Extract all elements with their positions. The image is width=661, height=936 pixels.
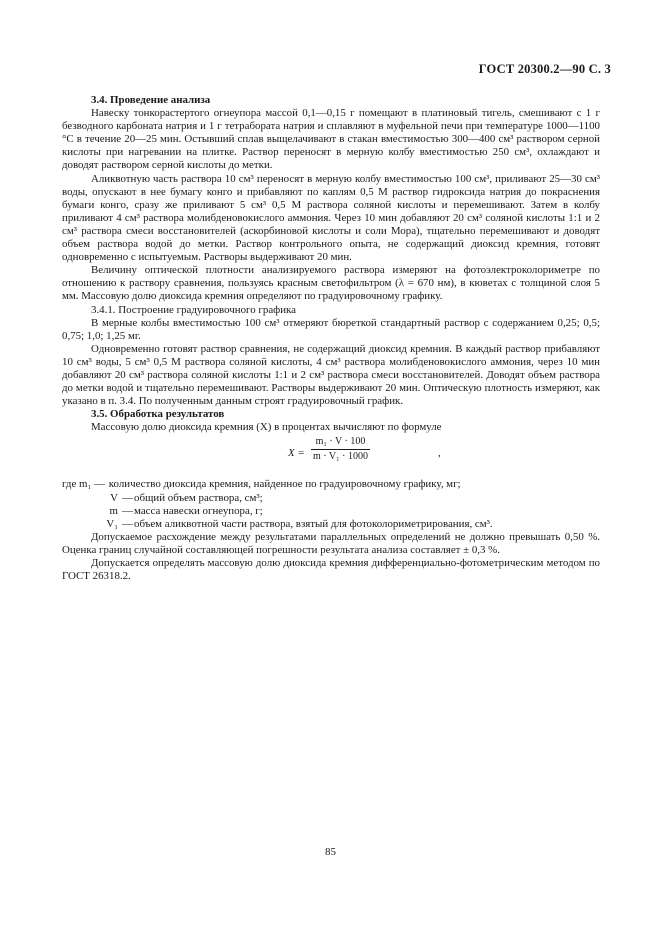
section-heading-3-5: 3.5. Обработка результатов	[91, 408, 225, 421]
paragraph: Допускаемое расхождение между результатами параллельных определений не должно превышать 0,50 %. Оценка границ случайной составляющей погрешности результата анализа составляет ± 0,3 %.	[62, 530, 600, 556]
legend-symbol: V	[110, 491, 118, 504]
formula-trail: ,	[438, 447, 441, 460]
paragraph: Допускается определять массовую долю диоксида кремния дифференциально-фотометрическим методом по ГОСТ 26318.2.	[62, 557, 600, 583]
page-header: ГОСТ 20300.2—90 С. 3	[478, 62, 611, 76]
legend-dash: —	[122, 517, 133, 530]
legend-row	[62, 505, 600, 518]
paragraph: Величину оптической плотности анализируемого раствора измеряют на фотоэлектроколориметре по отношению к раствору сравнения, пользуясь красным светофильтром (λ = 670 нм), в кюветах с толщиной слоя 5 мм. Массовую долю диоксида кремния определяют по градуировочному графику.	[62, 264, 600, 303]
formula-lhs: X =	[288, 447, 305, 460]
legend-dash: —	[122, 491, 133, 504]
legend-description: объем аликвотной части раствора, взятый для фотоколориметрирования, см³.	[134, 517, 493, 530]
legend-intro: где	[62, 478, 77, 491]
formula-denominator: m · V₁ · 1000	[313, 451, 368, 463]
legend-description: количество диоксида кремния, найденное по градуировочному графику, мг;	[108, 478, 461, 491]
legend-symbol: m	[109, 504, 118, 517]
section-heading-3-4: 3.4. Проведение анализа	[91, 94, 211, 106]
formula	[62, 436, 600, 474]
formula-legend	[62, 478, 600, 530]
legend-symbol: m₁	[79, 478, 92, 491]
legend-symbol: V₁	[106, 517, 118, 530]
section-heading-3-4-1: 3.4.1. Построение градуировочного графика	[91, 303, 296, 316]
legend-row	[62, 478, 600, 491]
paragraph: Аликвотную часть раствора 10 см³ переносят в мерную колбу вместимостью 100 см³, приливают 25—30 см³ воды, опускают в нее бумагу конго и прибавляют по каплям 0,5 М раствор гидроксида натрия до покраснения бумаги конго, сразу же приливают 5 см³ 0,5 М раствора соляной кислоты и перемешивают. Затем в колбу приливают 4 см³ раствора молибденовокислого аммония. Через 10 мин добавляют 20 см³ соляной кислоты 1:1 и 2 см³ раствора смеси восстановителей (аскорбиновой кислоты и соли Мора), тщательно перемешивают и доводят объем раствора водой до метки. Раствор контрольного опыта, не содержащий диоксид кремния, готовят одновременно с испытуемым. Растворы выдерживают 20 мин.	[62, 172, 600, 264]
legend-row	[62, 492, 600, 505]
legend-description: общий объем раствора, см³;	[134, 491, 263, 504]
document-body	[62, 94, 600, 583]
fraction-bar	[311, 449, 370, 450]
formula-fraction	[311, 436, 370, 463]
legend-dash: —	[94, 478, 105, 491]
legend-description: масса навески огнеупора, г;	[134, 504, 263, 517]
page-number: 85	[325, 846, 336, 858]
paragraph: Навеску тонкорастертого огнеупора массой 0,1—0,15 г помещают в платиновый тигель, смешивают с 1 г безводного карбоната натрия и 1 г тетрабората натрия и сплавляют в муфельной печи при температуре 1000—1100 °С в течение 20—25 мин. Остывший сплав выщелачивают в стакан вместимостью 300—400 см³ раствором серной кислоты при нагревании на плитке. Раствор переносят в мерную колбу вместимостью 250 см³, охлаждают и доводят раствором серной кислоты до метки.	[62, 107, 600, 172]
legend-dash: —	[122, 504, 133, 517]
paragraph: Одновременно готовят раствор сравнения, не содержащий диоксид кремния. В каждый раствор прибавляют 10 см³ воды, 5 см³ 0,5 М раствора соляной кислоты, 4 см³ раствора молибденовокислого аммония, через 10 мин добавляют 20 см³ раствора соляной кислоты 1:1 и 2 см³ раствора смеси восстановителей. Доводят объем раствора до метки водой и тщательно перемешивают. Растворы выдерживают 20 мин. Оптическую плотность измеряют, как указано в п. 3.4. По полученным данным строят градуировочный график.	[62, 342, 600, 408]
legend-row	[62, 518, 600, 531]
paragraph: Массовую долю диоксида кремния (X) в процентах вычисляют по формуле	[91, 421, 442, 434]
formula-numerator: m₁ · V · 100	[315, 436, 366, 448]
paragraph: В мерные колбы вместимостью 100 см³ отмеряют бюреткой стандартный раствор с содержанием 0,25; 0,5; 0,75; 1,0; 1,25 мг.	[62, 316, 600, 342]
